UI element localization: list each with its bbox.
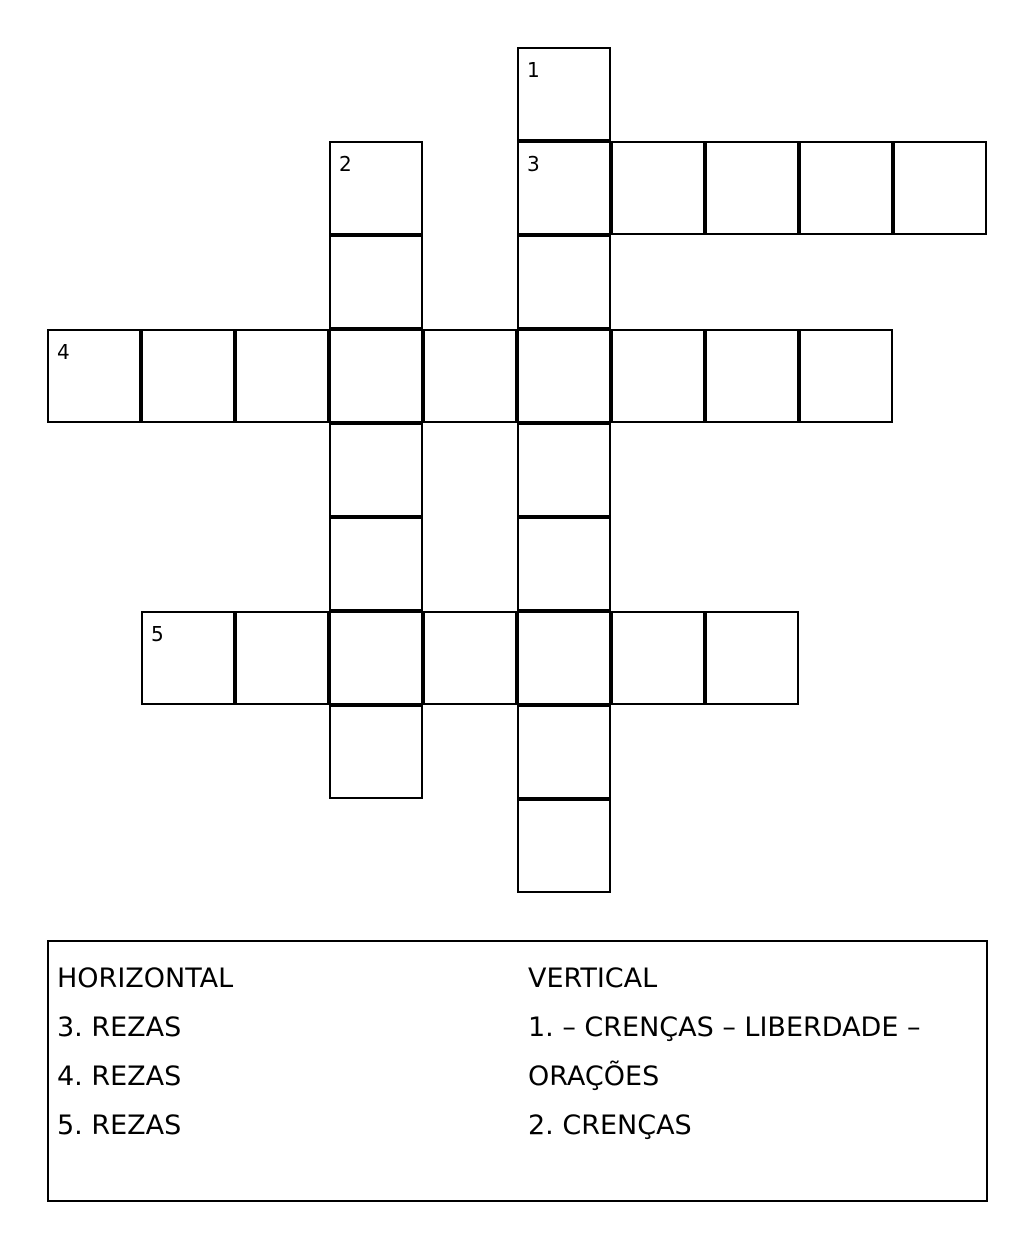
crossword-cell[interactable] bbox=[705, 329, 799, 423]
clue-horizontal-5: 5. REZAS bbox=[57, 1110, 182, 1141]
crossword-cell[interactable] bbox=[141, 329, 235, 423]
crossword-cell[interactable] bbox=[517, 611, 611, 705]
clue-number: 3 bbox=[527, 152, 540, 176]
crossword-cell[interactable] bbox=[329, 329, 423, 423]
clue-vertical-1-continued: ORAÇÕES bbox=[528, 1061, 660, 1092]
crossword-cell[interactable] bbox=[517, 799, 611, 893]
crossword-cell[interactable] bbox=[893, 141, 987, 235]
vertical-heading: VERTICAL bbox=[528, 963, 658, 994]
horizontal-heading: HORIZONTAL bbox=[57, 963, 234, 994]
clue-number: 4 bbox=[57, 340, 70, 364]
clues-panel bbox=[47, 940, 988, 1202]
crossword-cell[interactable] bbox=[329, 517, 423, 611]
horizontal-clues bbox=[57, 954, 497, 1150]
crossword-cell[interactable] bbox=[329, 141, 423, 235]
clue-vertical-2: 2. CRENÇAS bbox=[528, 1110, 692, 1141]
crossword-cell[interactable] bbox=[423, 611, 517, 705]
clue-number: 2 bbox=[339, 152, 352, 176]
crossword-cell[interactable] bbox=[517, 141, 611, 235]
crossword-cell[interactable] bbox=[611, 141, 705, 235]
crossword-cell[interactable] bbox=[517, 517, 611, 611]
crossword-cell[interactable] bbox=[235, 329, 329, 423]
crossword-cell[interactable] bbox=[423, 329, 517, 423]
crossword-cell[interactable] bbox=[517, 47, 611, 141]
clue-number: 1 bbox=[527, 58, 540, 82]
crossword-cell[interactable] bbox=[799, 141, 893, 235]
crossword-cell[interactable] bbox=[329, 611, 423, 705]
crossword-cell[interactable] bbox=[705, 611, 799, 705]
vertical-clues bbox=[528, 954, 978, 1150]
crossword-cell[interactable] bbox=[235, 611, 329, 705]
crossword-cell[interactable] bbox=[517, 329, 611, 423]
crossword-cell[interactable] bbox=[517, 705, 611, 799]
crossword-cell[interactable] bbox=[329, 423, 423, 517]
clue-horizontal-4: 4. REZAS bbox=[57, 1061, 182, 1092]
clue-horizontal-3: 3. REZAS bbox=[57, 1012, 182, 1043]
crossword-cell[interactable] bbox=[517, 235, 611, 329]
clue-vertical-1: 1. – CRENÇAS – LIBERDADE – bbox=[528, 1012, 921, 1043]
crossword-cell[interactable] bbox=[329, 235, 423, 329]
clue-number: 5 bbox=[151, 622, 164, 646]
crossword-cell[interactable] bbox=[611, 329, 705, 423]
crossword-cell[interactable] bbox=[47, 329, 141, 423]
crossword-cell[interactable] bbox=[799, 329, 893, 423]
crossword-cell[interactable] bbox=[705, 141, 799, 235]
crossword-cell[interactable] bbox=[141, 611, 235, 705]
crossword-cell[interactable] bbox=[611, 611, 705, 705]
crossword-cell[interactable] bbox=[329, 705, 423, 799]
crossword-cell[interactable] bbox=[517, 423, 611, 517]
